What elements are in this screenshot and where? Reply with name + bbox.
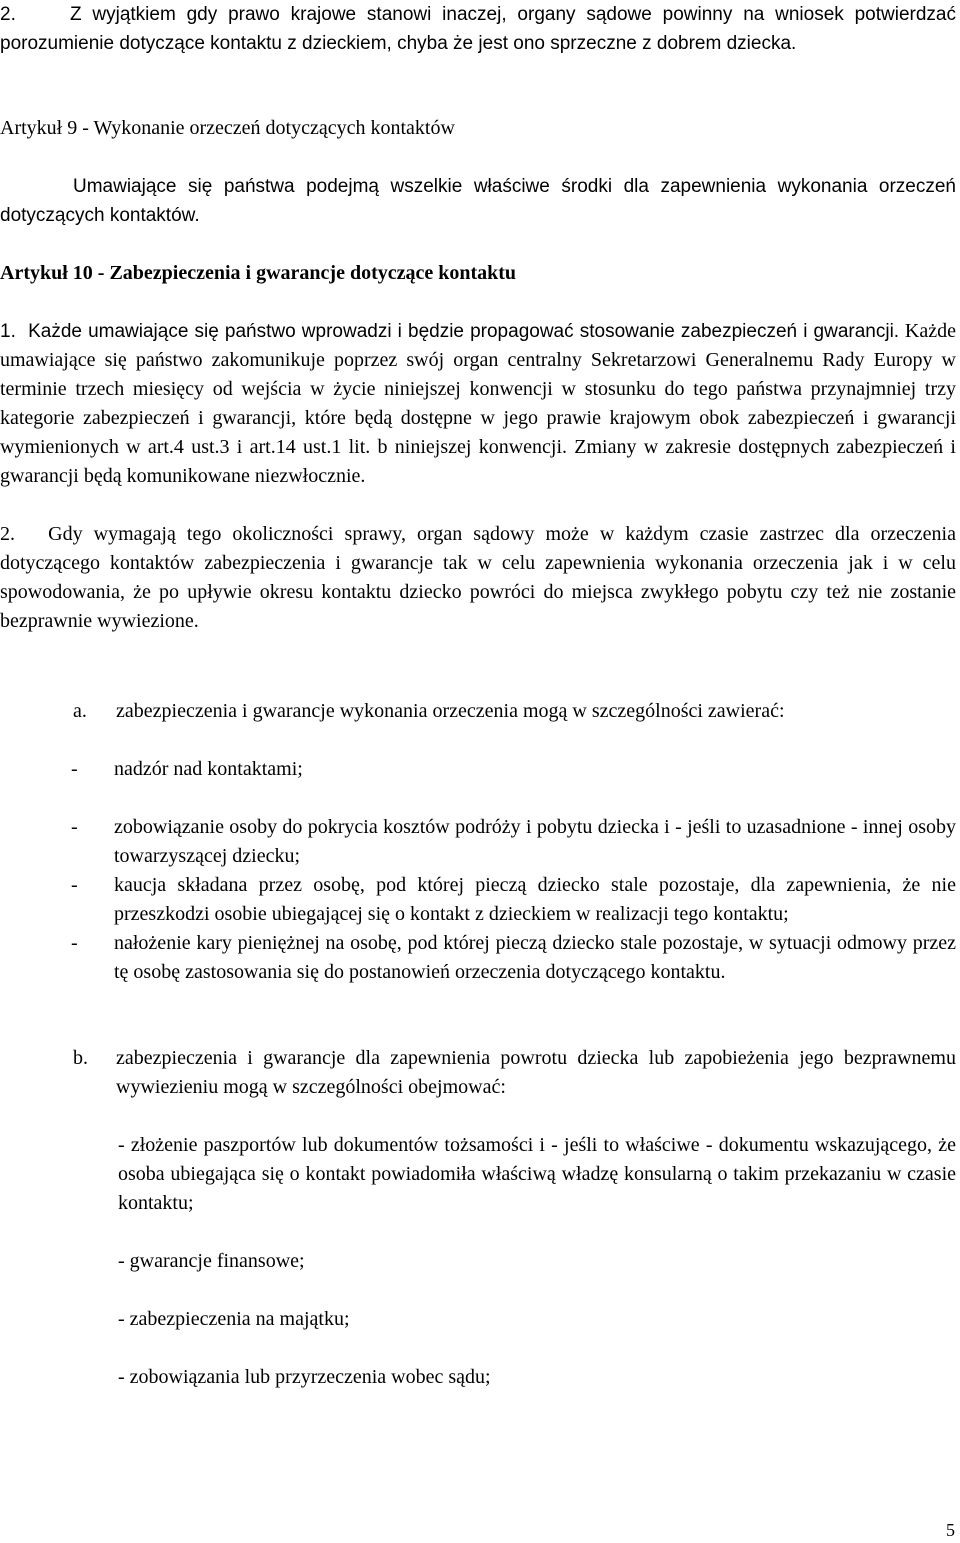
art10-paragraph-2: 2. Gdy wymagają tego okoliczności sprawy, organ sądowy może w każdym czasie zastrzec dla orzeczenia dotyczącego kontaktów zabezpieczenia i gwarancje tak w celu zapewnienia wykonania orzeczenia jak i w celu spowodowania, że po upływie okresu kontaktu dziecko powróci do miejsca zwykłego pobytu czy też nie zostanie bezprawnie wywiezione. [0,523,956,632]
art10-heading: Artykuł 10 - Zabezpieczenia i gwarancje dotyczące kontaktu [0,262,517,284]
list-b-item-3: - zabezpieczenia na majątku; [118,1308,350,1330]
page-number: 5 [946,1520,955,1540]
art9-heading: Artykuł 9 - Wykonanie orzeczeń dotyczących kontaktów [0,117,455,139]
list-a-item-1: nadzór nad kontaktami; [114,758,303,780]
list-b-item-4: - zobowiązania lub przyrzeczenia wobec sądu; [118,1366,491,1388]
list-dash: - [71,874,78,896]
list-a [73,697,956,726]
list-a-item-4: nałożenie kary pieniężnej na osobę, pod której pieczą dziecko stale pozostaje, w sytuacji odmowy przez tę osobę zastosowania się do postanowień orzeczenia dotyczącego kontaktu. [114,932,956,983]
list-item [71,929,956,987]
list-b-item-2: - gwarancje finansowe; [118,1250,305,1272]
art10-paragraph-1-sans: 1. Każde umawiające się państwo wprowadzi i będzie propagować stosowanie zabezpieczeń i gwarancji. [0,321,900,342]
list-b [73,1044,956,1102]
list-b-marker: b. [73,1047,88,1069]
list-a-item-3: kaucja składana przez osobę, pod której pieczą dziecko stale pozostaje, dla zapewnienia, że nie przeszkodzi osobie ubiegającej się o kontakt z dzieckiem w realizacji tego kontaktu; [114,874,956,925]
art10-paragraph-1 [0,317,956,491]
list-a-intro: zabezpieczenia i gwarancje wykonania orzeczenia mogą w szczególności zawierać: [116,700,785,722]
art9-paragraph: Umawiające się państwa podejmą wszelkie właściwe środki dla zapewnienia wykonania orzeczeń dotyczących kontaktów. [0,176,956,226]
list-item [71,755,956,784]
list-dash: - [71,758,78,780]
list-a-marker: a. [73,700,87,722]
list-dash: - [71,932,78,954]
list-b-item-1: - złożenie paszportów lub dokumentów tożsamości i - jeśli to właściwe - dokumentu wskazującego, że osoba ubiegająca się o kontakt powiadomiła właściwą władzę konsularną o takim przekazaniu w czasie kontaktu; [118,1134,956,1214]
list-a-item-2: zobowiązanie osoby do pokrycia kosztów podróży i pobytu dziecka i - jeśli to uzasadnione - innej osoby towarzyszącej dziecku; [114,816,956,867]
list-item [71,842,956,929]
art10-paragraph-1-serif: Każde umawiające się państwo zakomunikuje poprzez swój organ centralny Sekretarzowi Generalnemu Rady Europy w terminie trzech miesięcy od wejścia w życie niniejszej konwencji w stosunku do tego państwa przynajmniej trzy kategorie zabezpieczeń i gwarancji, które będą dostępne w jego prawie krajowym obok zabezpieczeń i gwarancji wymienionych w art.4 ust.3 i art.14 ust.1 lit. b niniejszej konwencji. Zmiany w zakresie dostępnych zabezpieczeń i gwarancji będą komunikowane niezwłocznie. [0,320,957,487]
list-dash: - [71,816,78,838]
list-b-intro: zabezpieczenia i gwarancje dla zapewnienia powrotu dziecka lub zapobieżenia jego bezprawnemu wywiezieniu mogą w szczególności obejmować: [116,1047,956,1098]
art8-paragraph-2: 2. Z wyjątkiem gdy prawo krajowe stanowi inaczej, organy sądowe powinny na wniosek potwierdzać porozumienie dotyczące kontaktu z dzieckiem, chyba że jest ono sprzeczne z dobrem dziecka. [0,4,956,54]
